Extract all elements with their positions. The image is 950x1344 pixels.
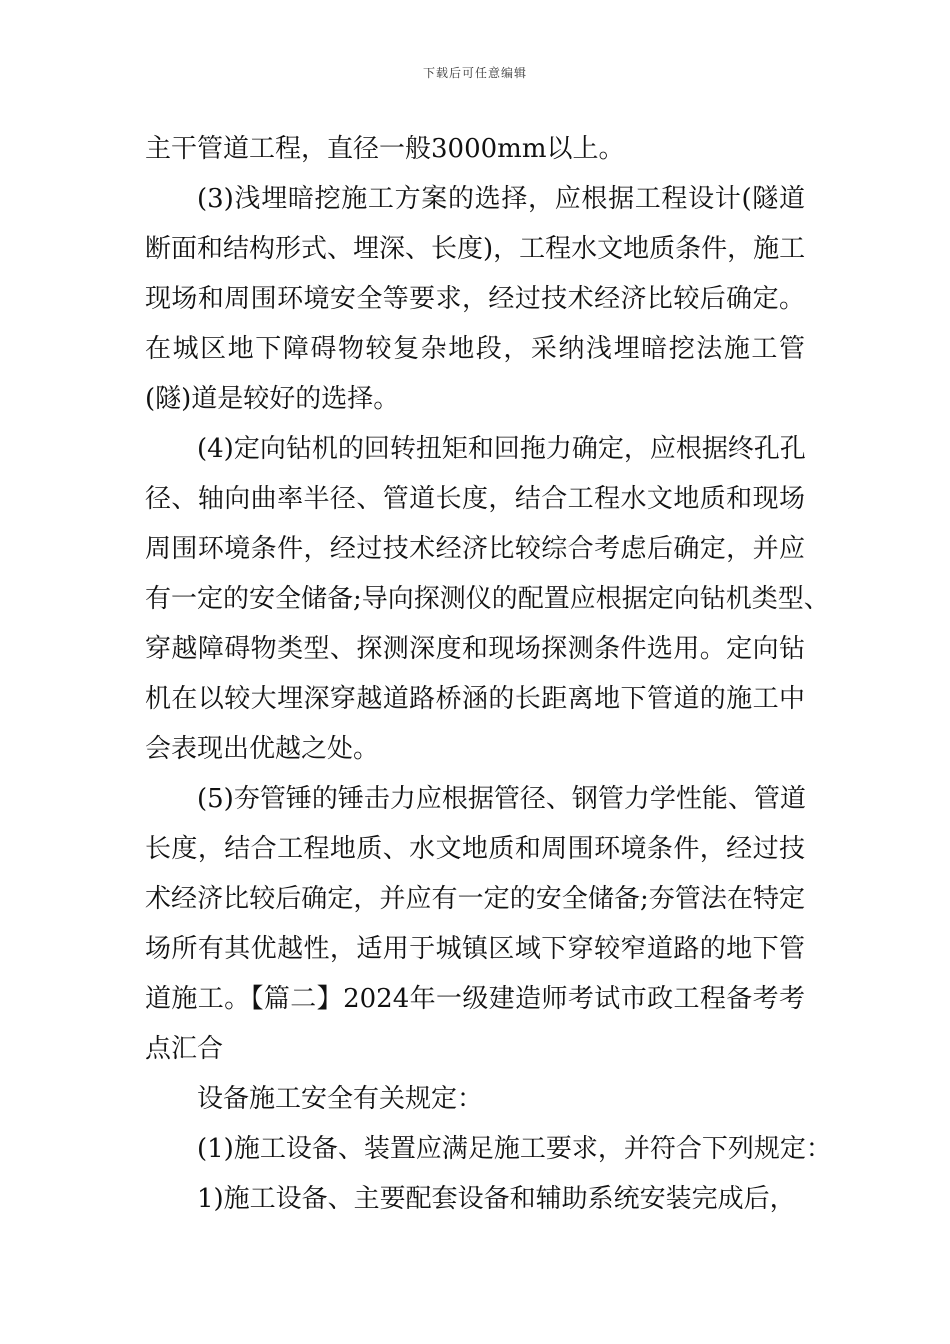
text-line: 穿越障碍物类型、探测深度和现场探测条件选用。定向钻	[145, 634, 805, 664]
text-line: 设备施工安全有关规定：	[197, 1084, 484, 1114]
text-line: 1)施工设备、主要配套设备和辅助系统安装完成后，	[197, 1184, 796, 1214]
paragraph-5	[145, 1074, 805, 1124]
text-line: 术经济比较后确定，并应有一定的安全储备;夯管法在特定	[145, 884, 805, 914]
text-line: (5)夯管锤的锤击力应根据管径、钢管力学性能、管道	[197, 784, 806, 814]
paragraph-2	[145, 174, 805, 424]
page-header: 下载后可任意编辑	[422, 66, 527, 80]
text-line: 周围环境条件，经过技术经济比较综合考虑后确定，并应	[145, 534, 805, 564]
text-line: 径、轴向曲率半径、管道长度，结合工程水文地质和现场	[145, 484, 805, 514]
text-line: (隧)道是较好的选择。	[145, 384, 400, 414]
text-line: (4)定向钻机的回转扭矩和回拖力确定，应根据终孔孔	[197, 434, 806, 464]
text-line: 点汇合	[145, 1034, 224, 1064]
text-line: (3)浅埋暗挖施工方案的选择，应根据工程设计(隧道	[197, 184, 805, 214]
text-line: 主干管道工程，直径一般3000mm以上。	[145, 134, 625, 164]
paragraph-1	[145, 124, 805, 174]
text-line: 会表现出优越之处。	[145, 734, 380, 764]
paragraph-6	[145, 1124, 832, 1174]
text-line: 有一定的安全储备;导向探测仪的配置应根据定向钻机类型、	[145, 584, 830, 614]
document-body	[145, 124, 832, 1224]
text-line: 机在以较大埋深穿越道路桥涵的长距离地下管道的施工中	[145, 684, 805, 714]
text-line: 道施工。【篇二】2024年一级建造师考试市政工程备考考	[145, 984, 805, 1014]
text-line: 断面和结构形式、埋深、长度)，工程水文地质条件，施工	[145, 234, 806, 264]
paragraph-4	[145, 774, 805, 1074]
paragraph-3	[145, 424, 830, 774]
text-line: 在城区地下障碍物较复杂地段，采纳浅埋暗挖法施工管	[145, 334, 805, 364]
text-line: (1)施工设备、装置应满足施工要求，并符合下列规定：	[197, 1134, 832, 1164]
text-line: 场所有其优越性，适用于城镇区域下穿较窄道路的地下管	[145, 934, 805, 964]
text-line: 长度，结合工程地质、水文地质和周围环境条件，经过技	[145, 834, 805, 864]
text-line: 现场和周围环境安全等要求，经过技术经济比较后确定。	[145, 284, 805, 314]
paragraph-7	[145, 1174, 805, 1224]
